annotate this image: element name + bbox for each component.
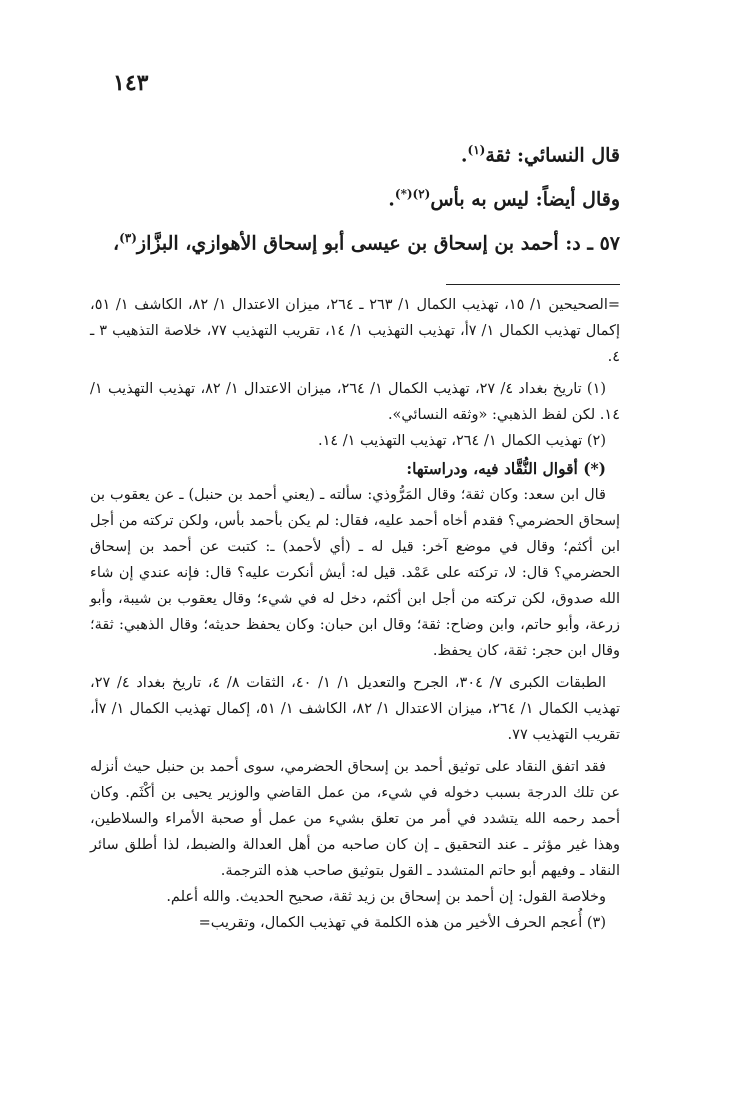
critics-sources: الطبقات الكبرى ٧/ ٣٠٤، الجرح والتعديل ١/ ١/ ٤٠، الثقات ٨/ ٤، تاريخ بغداد ٤/ ٢٧، تهذيب الكمال ١/ ٢٦٤، ميزان الاعتدال ١/ ٨٢، الكاشف ١/ ٥١، إكمال تهذيب الكمال ١/ ٧أ، تقريب التهذيب ٧٧.: [90, 675, 621, 743]
page-number: ١٤٣: [113, 70, 149, 96]
main-line-end: .: [388, 188, 395, 211]
main-line-also: [95, 172, 620, 216]
footnote-2: (٢) تهذيب الكمال ١/ ٢٦٤، تهذيب التهذيب ١/ ١٤.: [317, 433, 606, 449]
footnote-ref: (٢)(*): [394, 187, 431, 201]
footnote-continuation: =الصحيحين ١/ ١٥، تهذيب الكمال ١/ ٢٦٣ ـ ٢٦٤، ميزان الاعتدال ١/ ٨٢، الكاشف ١/ ٥١، إكمال تهذيب الكمال ١/ ٧أ، تهذيب التهذيب ١/ ١٤، تقريب التهذيب ٧٧، خلاصة التذهيب ٣ ـ ٤.: [90, 297, 621, 365]
conclusion: وخلاصة القول: إن أحمد بن إسحاق بن زيد ثقة، صحيح الحديث. والله أعلم.: [166, 889, 606, 905]
critics-sayings: قال ابن سعد: وكان ثقة؛ وقال المَرُّوذي: سألته ـ (يعني أحمد بن حنبل) ـ عن يعقوب بن إسحاق الحضرمي؟ فقدم أخاه أحمد عليه، فقال: لم يكن بأحمد بأس، ولكن تركته من أجل ابن أكثم؛ وقال في موضع آخر: قيل له ـ (أي لأحمد) ـ: كتبت عن أحمد بن إسحاق الحضرمي؟ قال: لا، تركته على عَمْد. قيل له: أيش أنكرت عليه؟ قال: فإنه عندي إن شاء الله صدوق، لكن تركته من أجل ابن أكثم، دخل له في شيء؛ وقال يعقوب بن شيبة، وأبو زرعة، وأبو حاتم، وابن وضاح: ثقة؛ وقال ابن حبان: وكان يحفظ حديثه؛ وقال الذهبي: ثقة؛ وقال ابن حجر: ثقة، كان يحفظ.: [90, 487, 620, 659]
main-text: [95, 128, 620, 260]
footnotes-block: [90, 292, 620, 936]
main-line-nasai: [95, 128, 620, 172]
main-line-text: وقال أيضاً: ليس به بأس: [430, 188, 620, 211]
main-line-text: قال النسائي: ثقة: [485, 144, 620, 167]
footnote-ref: (٣): [119, 231, 137, 245]
footnote-1: (١) تاريخ بغداد ٤/ ٢٧، تهذيب الكمال ١/ ٢٦٤، ميزان الاعتدال ١/ ٨٢، تهذيب التهذيب ١/ ١٤. لكن لفظ الذهبي: «وثقه النسائي».: [90, 381, 620, 423]
entry-heading-text: ٥٧ ـ د: أحمد بن إسحاق بن عيسى أبو إسحاق الأهوازي، البزَّاز: [136, 232, 620, 255]
footnote-divider: [446, 284, 620, 285]
footnote-3: (٣) أُعجم الحرف الأخير من هذه الكلمة في تهذيب الكمال، وتقريب=: [198, 915, 606, 931]
critics-heading: (*) أقوال النُّقَّاد فيه، ودراستها:: [406, 459, 606, 478]
main-line-end: .: [460, 144, 468, 167]
critics-study: فقد اتفق النقاد على توثيق أحمد بن إسحاق الحضرمي، سوى أحمد بن حنبل حيث أنزله عن تلك الدرجة بسبب دخوله في شيء، من عمل القاضي والوزير يحيى بن أكْثَم. وكان أحمد رحمه الله يتشدد في أمر من تعلق بشيء من عمل أو صحبة الأمراء والسلاطين، وهذا غير مؤثر ـ عند التحقيق ـ إن كان صاحبه من أهل العدالة والضبط، لذا أطلق سائر النقاد ـ وفيهم أبو حاتم المتشدد ـ القول بتوثيق صاحب هذه الترجمة.: [90, 759, 620, 879]
footnote-ref: (١): [467, 143, 486, 157]
entry-heading-end: ،: [112, 232, 120, 255]
entry-heading-57: [95, 216, 620, 260]
